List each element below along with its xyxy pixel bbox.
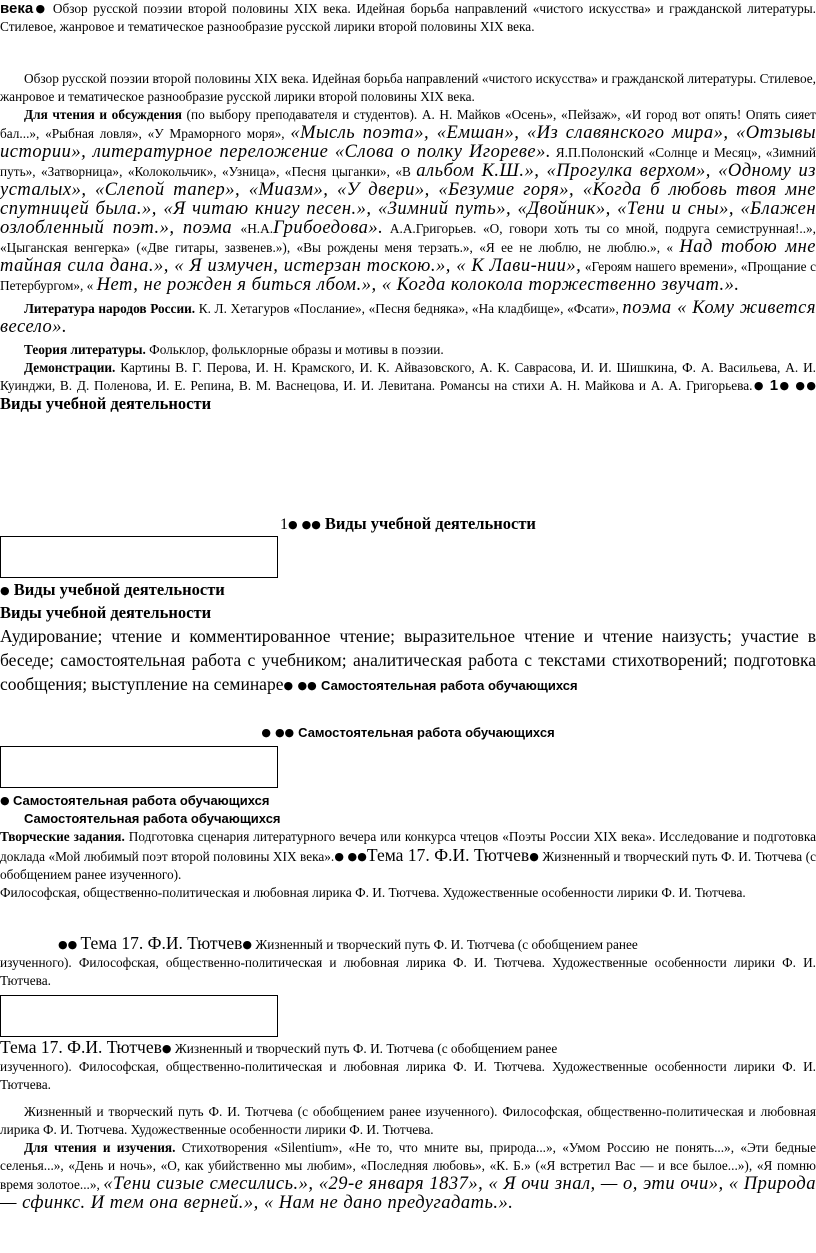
peoples-text: К. Л. Хетагуров «Послание», «Песня бедняка», «На кладбище», «Фсати»,	[195, 301, 623, 316]
reading-text-a: (по выбору преподавателя и студентов). А. Н. Майков «Осень», «Пейзаж», «И город вот опять! Опять сияет бал...», «Рыбная ловля», «У Мраморного моря»,	[0, 107, 816, 141]
topic-centered	[0, 934, 816, 990]
activities-centered-heading	[0, 514, 816, 534]
topic-desc-a2: Жизненный и творческий путь Ф. И. Тютчева (с обобщением ранее	[255, 937, 638, 952]
theory-text: Фольклор, фольклорные образы и мотивы в поэзии.	[145, 342, 444, 357]
reading-text-e: «Н.А.	[240, 221, 274, 236]
reading-label: Для чтения и обсуждения	[24, 107, 182, 122]
theory-label: Теория литературы.	[24, 342, 146, 357]
overview-paragraph: Обзор русской поэзии второй половины XIX века. Идейная борьба направлений «чистого искусства» и гражданской литературы. Стилевое, жанровое и тематическое разнообразие русской лирики второй половины XIX века.	[0, 71, 816, 104]
activities-heading-plain: Виды учебной деятельности	[0, 603, 212, 622]
intro-fragment	[0, 0, 816, 36]
bullet-icon: ●●	[301, 518, 321, 531]
independent-section	[0, 792, 816, 902]
demo-text: Картины В. Г. Перова, И. Н. Крамского, И. К. Айвазовского, А. К. Саврасова, И. И. Шишкина, Ф. А. Васильева, А. И. Куинджи, В. Д. Поленова, И. Е. Репина, В. М. Васнецова, И. И. Левитана. Романсы на стихи А. Н. Майкова и А. А. Григорьева.	[0, 360, 816, 393]
reading-list-2	[0, 1139, 816, 1213]
reading-text-i: «Героям нашего времени», «Прощание с Петербургом», «	[0, 259, 816, 293]
topic-desc-a3: Жизненный и творческий путь Ф. И. Тютчева (с обобщением ранее	[174, 1041, 558, 1056]
demo-paragraph	[0, 359, 816, 414]
lead-word: века	[0, 0, 34, 17]
independent-heading-indented	[0, 810, 816, 828]
bullet-icon: ●	[242, 938, 253, 951]
topic-desc-a: Жизненный и творческий путь Ф. И. Тютчева (с обобщением ранее изученного).	[0, 849, 816, 882]
independent-heading: Самостоятельная работа обучающихся	[298, 725, 555, 740]
activities-body-text: Аудирование; чтение и комментированное чтение; выразительное чтение и чтение наизусть; участие в беседе; самостоятельная работа с учебником; аналитическая работа с текстами стихотворений; подготовка сообщения; выступление на семинаре	[0, 626, 816, 694]
bullet-icon: ●	[261, 726, 271, 739]
activities-number: 1	[280, 516, 289, 533]
topic-summary: Жизненный и творческий путь Ф. И. Тютчева (с обобщением ранее изученного). Философская, общественно-политическая и любовная лирика Ф. И. Тютчева. Художественные особенности лирики Ф. И. Тютчева.	[0, 1104, 816, 1137]
bullet-icon: ●	[0, 794, 10, 807]
overview-section	[0, 70, 816, 414]
peoples-italic: поэма « Кому живется весело».	[0, 298, 816, 337]
independent-heading-bulleted	[0, 792, 816, 810]
activities-body	[0, 624, 816, 698]
empty-frame	[0, 536, 278, 578]
intro-paragraph	[0, 0, 816, 36]
topic-desc-b2: изученного). Философская, общественно-политическая и любовная лирика Ф. И. Тютчева. Художественные особенности лирики Ф. И. Тютчева.	[0, 955, 816, 988]
topic-title-inline: Тема 17. Ф.И. Тютчев	[366, 845, 530, 865]
activities-section	[0, 579, 816, 698]
reading2-label: Для чтения и изучения.	[24, 1140, 176, 1155]
bullet-icon: ●	[334, 850, 345, 863]
topic-line	[0, 1038, 816, 1058]
reading-text-c: Я.П.Полонский «Солнце и Месяц», «Зимний путь», «Затворница», «Колокольчик», «Узница», «Песня цыганки», «В	[0, 145, 816, 179]
demo-label: Демонстрации.	[24, 360, 116, 375]
reading-italic-h: Над тобою мне тайная сила дана.», « Я измучен, истерзан тоскою.», « К Лави-нии»,	[0, 237, 816, 276]
bullet-icon: ●●	[58, 938, 78, 951]
bullet-icon: ●	[33, 2, 48, 15]
topic-centered-line	[0, 934, 816, 954]
reading-italic-k: Нет, не рожден я биться лбом.», « Когда колокола торжественно звучат.».	[96, 275, 740, 295]
empty-frame	[0, 746, 278, 788]
reading2-italic-b: «Тени сизые смесились.», «29-е января 1837», « Я очи знал, — о, эти очи», « Природа — сфинкс. И тем она верней.», « Нам не дано предугадать.».	[0, 1174, 816, 1213]
independent-heading-inline: Самостоятельная работа обучающихся	[321, 678, 578, 693]
independent-heading-text: Самостоятельная работа обучающихся	[12, 793, 270, 808]
bullet-icon: ●	[778, 379, 791, 392]
activities-heading: Виды учебной деятельности	[324, 514, 536, 533]
bullet-icon: ●	[529, 850, 539, 863]
bullet-icon: ●●	[274, 726, 295, 739]
topic-section	[0, 1038, 816, 1213]
reading-text-g: А.А.Григорьев. «О, говори хоть ты со мной, подруга семиструнная!..», «Цыганская венгерка» («Две гитары, зазвенев.»), «Вы рождены меня терзать.», «Я ее не люблю, не люблю.», «	[0, 221, 816, 255]
reading-italic-d: альбом К.Ш.», «Прогулка верхом», «Одному из усталых», «Слепой тапер», «Миазм», «У двери», «Безумие горя», «Когда б любовь твоя мне спутницей была.», «Я читаю книгу песен.», «Зимний путь», «Двойник», «Тени и сны», «Блажен озлобленный поэт.», поэма	[0, 161, 816, 238]
creative-tasks	[0, 828, 816, 884]
demo-number: 1	[769, 377, 779, 394]
reading-italic-f: Грибоедова».	[273, 218, 384, 238]
topic-title: Тема 17. Ф.И. Тютчев	[0, 1037, 162, 1057]
independent-heading-text-2: Самостоятельная работа обучающихся	[24, 811, 281, 826]
theory-paragraph	[0, 341, 816, 359]
bullet-icon: ●	[288, 518, 298, 531]
activities-heading-bulleted	[0, 579, 816, 602]
activities-heading-text: Виды учебной деятельности	[13, 580, 225, 599]
bullet-icon: ●●	[297, 679, 317, 692]
bullet-icon: ●	[0, 584, 10, 597]
bullet-icon: ●	[752, 379, 765, 392]
empty-frame	[0, 995, 278, 1037]
peoples-label: Литература народов России.	[24, 301, 196, 316]
reading-italic-b: «Мысль поэта», «Емшан», «Из славянского мира», «Отзывы истории», литературное переложение «Слова о полку Игореве».	[0, 123, 816, 162]
independent-centered-heading	[0, 724, 816, 742]
bullet-icon: ●	[161, 1042, 172, 1055]
topic-desc-b: Философская, общественно-политическая и любовная лирика Ф. И. Тютчева. Художественные особенности лирики Ф. И. Тютчева.	[0, 885, 746, 900]
demo-heading: Виды учебной деятельности	[0, 394, 212, 413]
reading-list-1	[0, 106, 816, 295]
intro-text: Обзор русской поэзии второй половины XIX века. Идейная борьба направлений «чистого искусства» и гражданской литературы. Стилевое, жанровое и тематическое разнообразие русской лирики второй половины XIX века.	[0, 1, 816, 34]
topic-desc-b3: изученного). Философская, общественно-политическая и любовная лирика Ф. И. Тютчева. Художественные особенности лирики Ф. И. Тютчева.	[0, 1059, 816, 1092]
peoples-paragraph	[0, 299, 816, 337]
bullet-icon: ●	[283, 679, 294, 692]
topic-title-centered: Тема 17. Ф.И. Тютчев	[80, 933, 243, 953]
bullet-icon: ●●	[795, 379, 816, 392]
bullet-icon: ●●	[347, 850, 367, 863]
creative-label: Творческие задания.	[0, 829, 125, 844]
reading2-text-a: Стихотворения «Silentium», «Не то, что мните вы, природа...», «Умом Россию не понять...», «Эти бедные селенья...», «День и ночь», «О, как убийственно мы любим», «Последняя любовь», «К. Б.» («Я встретил Вас — и все былое...»), «Я помню время золотое...»,	[0, 1140, 816, 1192]
creative-text: Подготовка сценария литературного вечера или конкурса чтецов «Поэты России XIX века». Исследование и подготовка доклада «Мой любимый поэт второй половины XIX века».	[0, 829, 816, 864]
